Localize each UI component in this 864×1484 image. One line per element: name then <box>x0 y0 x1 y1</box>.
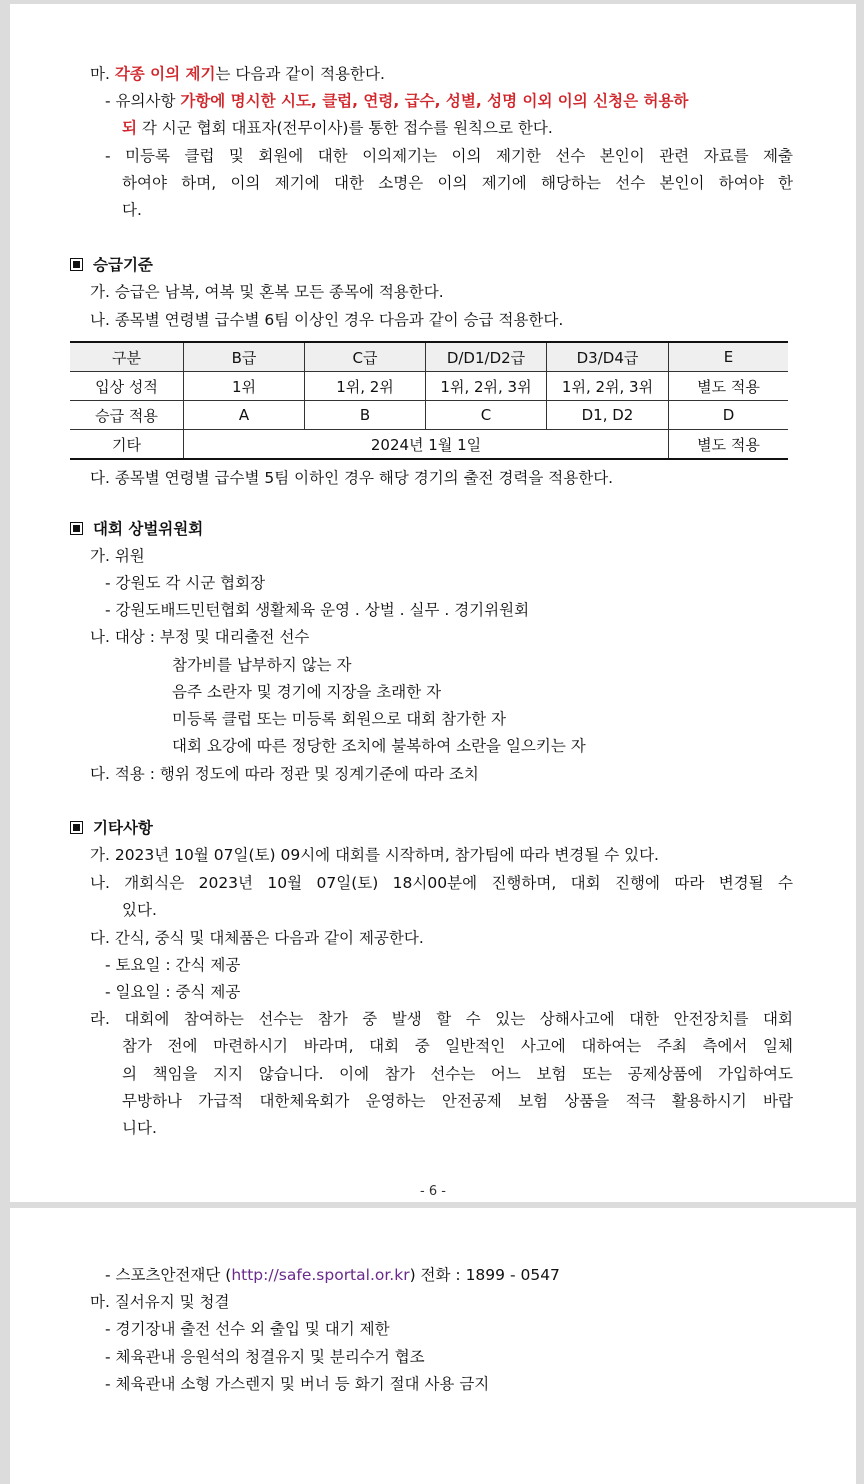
misc-ra-3: 의 책임을 지지 않습니다. 이에 참가 선수는 어느 보험 또는 공제상품에 가입하여도 <box>122 1065 793 1083</box>
misc-da-1: - 토요일 : 간식 제공 <box>105 956 241 974</box>
item-marker: 마. <box>90 65 115 83</box>
table-cell: 승급 적용 <box>70 401 184 430</box>
square-bullet-icon <box>70 258 83 271</box>
committee-ga-2: - 강원도배드민턴협회 생활체육 운영 . 상벌 . 실무 . 경기위원회 <box>105 601 530 619</box>
objection-line-1 <box>90 63 385 85</box>
sports-safety-link[interactable]: http://safe.sportal.or.kr <box>231 1266 410 1284</box>
heading-text: 기타사항 <box>93 819 153 837</box>
table-cell: 1위, 2위 <box>305 372 426 401</box>
misc-ra-5: 니다. <box>122 1119 157 1137</box>
table-cell: D1, D2 <box>547 401 669 430</box>
committee-na-4: 미등록 클럽 또는 미등록 회원으로 대회 참가한 자 <box>172 710 506 728</box>
committee-da: 다. 적용 : 행위 정도에 따라 정관 및 징계기준에 따라 조치 <box>90 765 479 783</box>
heading-text: 승급기준 <box>93 256 153 274</box>
misc-ra-1: 라. 대회에 참여하는 선수는 참가 중 발생 할 수 있는 상해사고에 대한 안전장치를 대회 <box>90 1010 793 1028</box>
order-ma: 마. 질서유지 및 청결 <box>90 1293 230 1311</box>
table-header-row <box>70 342 788 372</box>
table-cell: B <box>305 401 426 430</box>
table-cell: D <box>669 401 789 430</box>
note-prefix: - 유의사항 <box>105 92 181 110</box>
table-cell: E <box>669 342 789 372</box>
table-cell: D3/D4급 <box>547 342 669 372</box>
committee-ga: 가. 위원 <box>90 547 145 565</box>
section-heading-promotion <box>70 254 153 276</box>
unregistered-note-line-1: - 미등록 클럽 및 회원에 대한 이의제기는 이의 제기한 선수 본인이 관련 자료를 제출 <box>105 147 793 165</box>
note-emphasis: 가항에 명시한 시도, 클럽, 연령, 급수, 성별, 성명 이외 이의 신청은 허용하 <box>180 92 689 110</box>
misc-ra-4: 무방하나 가급적 대한체육회가 운영하는 안전공제 보험 상품을 적극 활용하시기 바랍 <box>122 1092 793 1110</box>
objection-emphasis: 각종 이의 제기 <box>114 65 216 83</box>
section-heading-misc <box>70 817 153 839</box>
order-ma-1: - 경기장내 출전 선수 외 출입 및 대기 제한 <box>105 1320 390 1338</box>
table-cell: 별도 적용 <box>669 430 789 460</box>
promotion-ga: 가. 승급은 남복, 여복 및 혼복 모든 종목에 적용한다. <box>90 283 444 301</box>
objection-text: 는 다음과 같이 적용한다. <box>215 65 385 83</box>
page-number: - 6 - <box>420 1184 446 1199</box>
table-cell: 별도 적용 <box>669 372 789 401</box>
table-row <box>70 401 788 430</box>
promotion-na: 나. 종목별 연령별 급수별 6팀 이상인 경우 다음과 같이 승급 적용한다. <box>90 311 564 329</box>
objection-note-line-2 <box>122 117 553 139</box>
table-cell: A <box>184 401 305 430</box>
table-cell: B급 <box>184 342 305 372</box>
sports-safety-line <box>105 1264 560 1286</box>
document-page-6 <box>10 4 856 1202</box>
misc-na-2: 있다. <box>122 901 157 919</box>
table-cell: 입상 성적 <box>70 372 184 401</box>
committee-na-2: 참가비를 납부하지 않는 자 <box>172 656 352 674</box>
square-bullet-icon <box>70 522 83 535</box>
sports-safety-phone: ) 전화 : 1899 - 0547 <box>409 1266 560 1284</box>
note-text: 각 시군 협회 대표자(전무이사)를 통한 접수를 원칙으로 한다. <box>136 119 553 137</box>
table-cell: C <box>426 401 547 430</box>
sports-safety-label: - 스포츠안전재단 ( <box>105 1266 232 1284</box>
order-ma-3: - 체육관내 소형 가스렌지 및 버너 등 화기 절대 사용 금지 <box>105 1375 490 1393</box>
document-page-7 <box>10 1208 856 1484</box>
misc-da: 다. 간식, 중식 및 대체품은 다음과 같이 제공한다. <box>90 929 424 947</box>
table-cell: D/D1/D2급 <box>426 342 547 372</box>
heading-text: 대회 상벌위원회 <box>93 520 204 538</box>
misc-na-1: 나. 개회식은 2023년 10월 07일(토) 18시00분에 진행하며, 대회 진행에 따라 변경될 수 <box>90 874 793 892</box>
table-row <box>70 430 788 460</box>
misc-da-2: - 일요일 : 중식 제공 <box>105 983 241 1001</box>
table-row <box>70 372 788 401</box>
table-cell: 1위, 2위, 3위 <box>426 372 547 401</box>
promotion-table <box>70 341 788 460</box>
section-heading-committee <box>70 518 203 540</box>
table-cell: 기타 <box>70 430 184 460</box>
table-cell: C급 <box>305 342 426 372</box>
order-ma-2: - 체육관내 응원석의 청결유지 및 분리수거 협조 <box>105 1348 425 1366</box>
unregistered-note-line-3: 다. <box>122 201 142 219</box>
committee-na: 나. 대상 : 부정 및 대리출전 선수 <box>90 628 310 646</box>
note-emphasis-end: 되 <box>122 119 137 137</box>
table-cell: 1위 <box>184 372 305 401</box>
misc-ga: 가. 2023년 10월 07일(토) 09시에 대회를 시작하며, 참가팀에 따라 변경될 수 있다. <box>90 846 659 864</box>
misc-ra-2: 참가 전에 마련하시기 바라며, 대회 중 일반적인 사고에 대하여는 주최 측에서 일체 <box>122 1037 793 1055</box>
table-cell: 2024년 1월 1일 <box>184 430 669 460</box>
unregistered-note-line-2: 하여야 하며, 이의 제기에 대한 소명은 이의 제기에 해당하는 선수 본인이 하여야 한 <box>122 174 793 192</box>
table-cell: 구분 <box>70 342 184 372</box>
table-cell: 1위, 2위, 3위 <box>547 372 669 401</box>
committee-ga-1: - 강원도 각 시군 협회장 <box>105 574 266 592</box>
committee-na-5: 대회 요강에 따른 정당한 조치에 불복하여 소란을 일으키는 자 <box>172 737 586 755</box>
objection-note-line <box>105 90 688 112</box>
committee-na-3: 음주 소란자 및 경기에 지장을 초래한 자 <box>172 683 442 701</box>
promotion-da: 다. 종목별 연령별 급수별 5팀 이하인 경우 해당 경기의 출전 경력을 적용한다. <box>90 469 614 487</box>
square-bullet-icon <box>70 821 83 834</box>
